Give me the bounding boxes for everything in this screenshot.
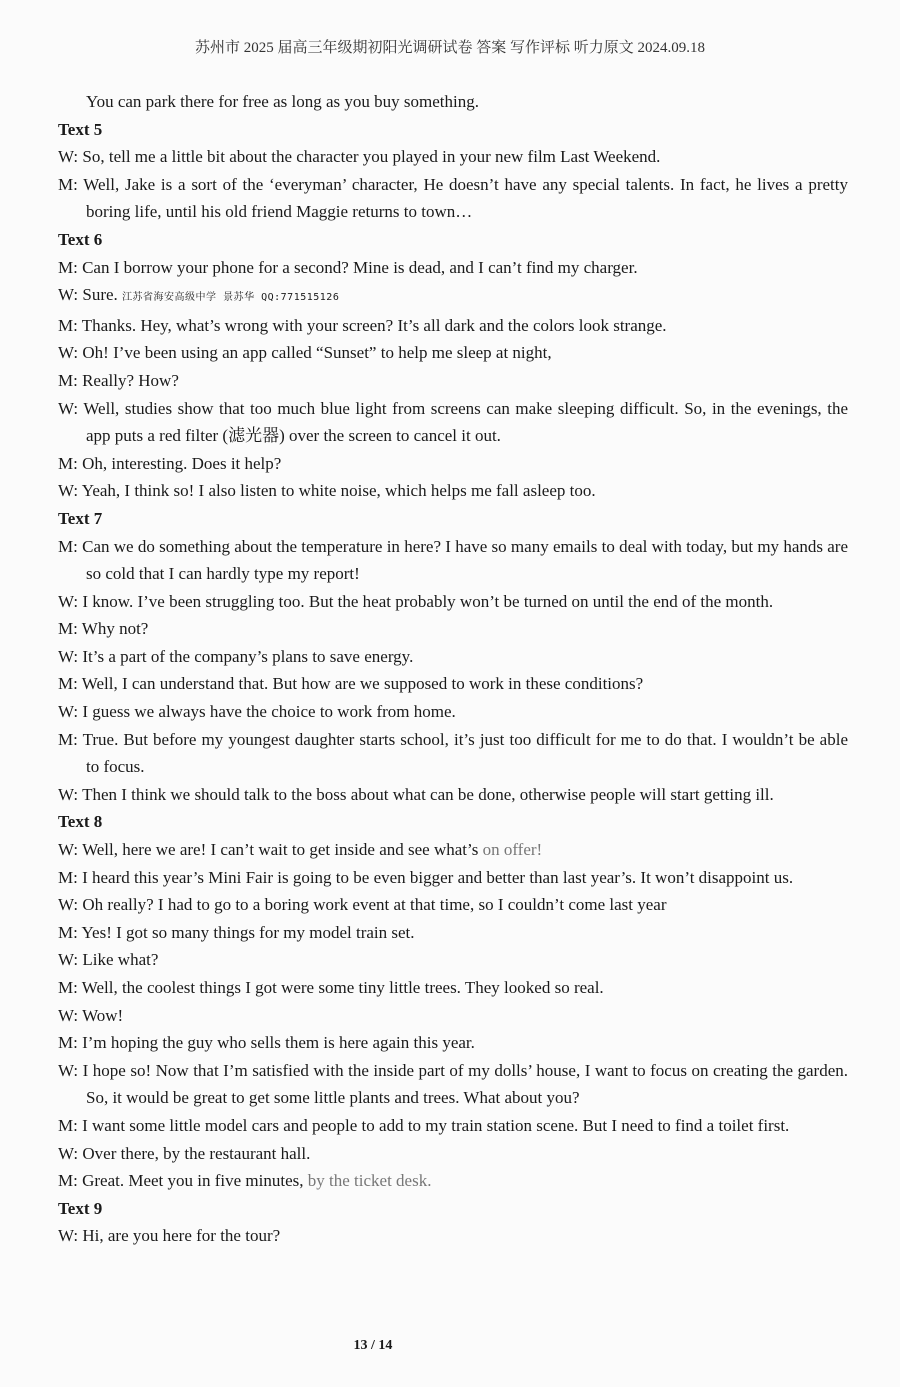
text8-line1 xyxy=(58,836,848,864)
text8-line1-text: W: Well, here we are! I can’t wait to get inside and see what’s xyxy=(58,840,479,860)
text8-line11: W: Over there, by the restaurant hall. xyxy=(58,1143,311,1163)
text6-line6: W: Well, studies show that too much blue light from screens can make sleeping difficult. So, in the evenings, the app puts a red filter (滤光器) over the screen to cancel it out. xyxy=(58,398,848,446)
text7-line6: W: I guess we always have the choice to work from home. xyxy=(58,702,456,722)
text8-line7: W: Wow! xyxy=(58,1005,124,1025)
text8-line12 xyxy=(58,1167,848,1195)
text5-line1: W: So, tell me a little bit about the character you played in your new film Last Weekend. xyxy=(58,147,661,167)
text8-line10: M: I want some little model cars and people to add to my train station scene. But I need to find a toilet first. xyxy=(58,1115,790,1135)
text8-line2: M: I heard this year’s Mini Fair is going to be even bigger and better than last year’s. It won’t disappoint us. xyxy=(58,867,794,887)
text6-line7: M: Oh, interesting. Does it help? xyxy=(58,453,282,473)
text7-line4: W: It’s a part of the company’s plans to save energy. xyxy=(58,646,414,666)
text8-heading: Text 8 xyxy=(58,812,103,832)
text5-heading: Text 5 xyxy=(58,119,103,139)
text9-line1: W: Hi, are you here for the tour? xyxy=(58,1226,281,1246)
text6-heading: Text 6 xyxy=(58,229,103,249)
text7-line3: M: Why not? xyxy=(58,619,149,639)
text8-line12-text: M: Great. Meet you in five minutes, xyxy=(58,1171,304,1191)
text8-line1-faded: on offer! xyxy=(482,840,543,860)
page-number: 13 / 14 xyxy=(353,1338,393,1353)
text7-line1: M: Can we do something about the temperature in here? I have so many emails to deal with today, but my hands are so cold that I can hardly type my report! xyxy=(58,536,848,584)
text7-line5: M: Well, I can understand that. But how are we supposed to work in these conditions? xyxy=(58,674,644,694)
text6-line2-text: W: Sure. xyxy=(58,285,118,305)
text7-heading: Text 7 xyxy=(58,508,103,528)
text8-line8: M: I’m hoping the guy who sells them is here again this year. xyxy=(58,1033,475,1053)
text8-line6: M: Well, the coolest things I got were some tiny little trees. They looked so real. xyxy=(58,978,604,997)
text8-line12-faded: by the ticket desk. xyxy=(307,1171,432,1191)
text8-line4: M: Yes! I got so many things for my model train set. xyxy=(58,922,415,942)
text8-line5: W: Like what? xyxy=(58,950,159,970)
text7-line2: W: I know. I’ve been struggling too. But the heat probably won’t be turned on until the end of the month. xyxy=(58,591,774,611)
text6-line3: M: Thanks. Hey, what’s wrong with your screen? It’s all dark and the colors look strange. xyxy=(58,315,667,335)
text9-heading: Text 9 xyxy=(58,1198,103,1218)
text6-line2 xyxy=(58,281,848,312)
transcript-body xyxy=(58,88,848,1250)
continuation-line: You can park there for free as long as you buy something. xyxy=(86,92,479,111)
watermark-note: 江苏省海安高级中学 景苏华 QQ:771515126 xyxy=(122,292,340,304)
text6-line4: W: Oh! I’ve been using an app called “Sunset” to help me sleep at night, xyxy=(58,343,552,363)
text6-line1: M: Can I borrow your phone for a second? Mine is dead, and I can’t find my charger. xyxy=(58,257,638,277)
text7-line7: M: True. But before my youngest daughter starts school, it’s just too difficult for me to do that. I wouldn’t be able to focus. xyxy=(58,729,848,777)
text6-line8: W: Yeah, I think so! I also listen to white noise, which helps me fall asleep too. xyxy=(58,481,596,501)
text8-line3: W: Oh really? I had to go to a boring work event at that time, so I couldn’t come last year xyxy=(58,895,667,915)
text5-line2: M: Well, Jake is a sort of the ‘everyman’ character, He doesn’t have any special talents. In fact, he lives a pretty boring life, until his old friend Maggie returns to town… xyxy=(58,174,848,222)
text6-line5: M: Really? How? xyxy=(58,370,179,390)
text7-line8: W: Then I think we should talk to the boss about what can be done, otherwise people will start getting ill. xyxy=(58,784,774,804)
text8-line9: W: I hope so! Now that I’m satisfied with the inside part of my dolls’ house, I want to focus on creating the garden. So, it would be great to get some little plants and trees. What about you? xyxy=(58,1060,848,1108)
page-header: 苏州市 2025 届高三年级期初阳光调研试卷 答案 写作评标 听力原文 2024.09.18 xyxy=(194,40,705,56)
